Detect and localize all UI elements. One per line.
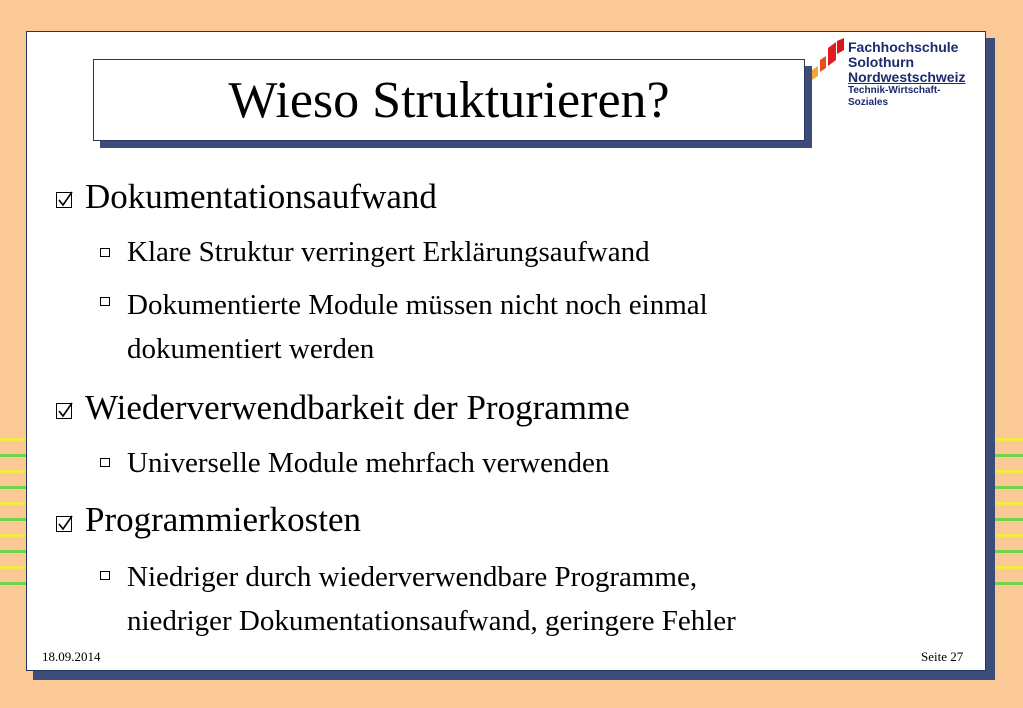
right-decorative-stripes [995,438,1023,608]
footer-page-number: Seite 27 [921,649,964,664]
bullet-1-sub-2-cont: dokumentiert werden [127,333,375,365]
bullet-2-sub-1: Universelle Module mehrfach verwenden [127,447,610,479]
bullet-3-sub-1: Niedriger durch wiederverwendbare Programme, [127,561,698,593]
checkbox-bullet-icon [56,403,72,419]
square-bullet-icon [100,297,110,306]
bullet-2-text: Wiederverwendbarkeit der Programme [85,388,630,427]
square-bullet-icon [100,458,110,467]
square-bullet-icon [100,248,110,257]
bullet-3-text: Programmierkosten [85,500,362,539]
logo-line1: Fachhochschule [848,39,959,55]
title-box [93,59,805,141]
slide-title: Wieso Strukturieren? [228,71,670,129]
logo-line4: Technik-Wirtschaft-Soziales [848,85,941,108]
school-logo [808,38,978,108]
logo-line2: Solothurn [848,54,915,70]
bullet-1-text: Dokumentationsaufwand [85,177,437,216]
bullet-3-sub-1-cont: niedriger Dokumentationsaufwand, geringere Fehler [127,605,736,637]
logo-line3: Nordwestschweiz [848,69,966,85]
square-bullet-icon [100,571,110,580]
bullet-1-sub-1: Klare Struktur verringert Erklärungsaufwand [127,236,650,268]
checkbox-bullet-icon [56,192,72,208]
school-logo-icon [808,38,848,88]
footer-date: 18.09.2014 [42,649,101,664]
left-decorative-stripes [0,438,28,608]
checkbox-bullet-icon [56,516,72,532]
bullet-1-sub-2: Dokumentierte Module müssen nicht noch einmal [127,289,708,321]
